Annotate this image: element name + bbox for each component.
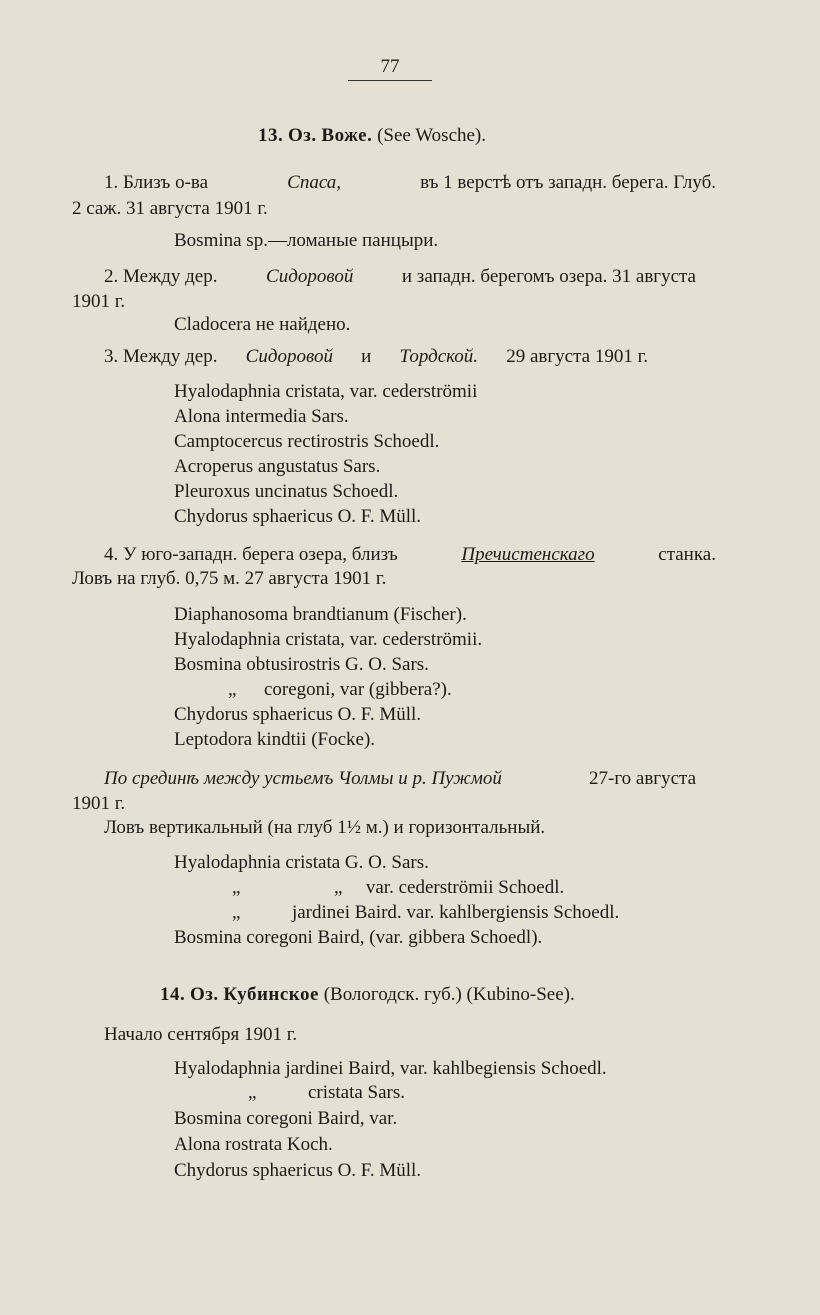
station-1-place: Спаса, [287, 172, 342, 193]
station-5-line-3: Ловъ вертикальный (на глуб 1½ м.) и горизонтальный. [104, 817, 546, 838]
section-14-lake-name: Кубинское [223, 984, 319, 1005]
section-14-heading [160, 983, 575, 1007]
station-3-species-4: Acroperus angustatus Sars. [174, 456, 381, 477]
station-2-line-1 [104, 265, 696, 289]
station-2-intro: 2. Между дер. [104, 266, 218, 287]
station-3-place-2: Тордской. [399, 346, 479, 367]
station-1-line-1 [104, 171, 716, 195]
station-3-intro: 3. Между дер. [104, 346, 218, 367]
station-3-species-2: Alona intermedia Sars. [174, 406, 349, 427]
station-5-place: По срединѣ между устьемъ Чолмы и р. Пужмой [104, 768, 502, 789]
station-4-suffix: станка. [658, 544, 716, 565]
section-14-region: (Вологодск. губ.) (Kubino-See). [323, 984, 575, 1005]
station-3-date: 29 августа 1901 г. [506, 346, 648, 367]
station-3-and: и [361, 346, 372, 367]
station-5-species-4: Bosmina coregoni Baird, (var. gibbera Schoedl). [174, 927, 543, 948]
station-4-species-2: Hyalodaphnia cristata, var. cederströmii. [174, 629, 483, 650]
station-5-species-3 [232, 901, 619, 925]
ditto-mark: „ [232, 902, 241, 923]
section-13-german-name: (See Wosche). [377, 125, 487, 146]
station-4-species-4 [228, 678, 452, 702]
ditto-mark: „ [248, 1082, 257, 1103]
section-14-species-4: Alona rostrata Koch. [174, 1134, 333, 1155]
station-3-species-3: Camptocercus rectirostris Schoedl. [174, 431, 440, 452]
ditto-mark: „ [232, 877, 241, 898]
station-2-species-1: Cladocera не найдено. [174, 314, 351, 335]
station-1-species-1: Bosmina sp.—ломаные панцыри. [174, 230, 439, 251]
section-13-oz: Оз. [288, 125, 317, 146]
section-13-lake-name: Воже. [321, 125, 373, 146]
page-number: 77 [348, 56, 432, 81]
station-3-species-6: Chydorus sphaericus O. F. Müll. [174, 506, 422, 527]
species-text: jardinei Baird. var. kahlbergiensis Schoedl. [291, 902, 620, 923]
station-5-species-1: Hyalodaphnia cristata G. O. Sars. [174, 852, 429, 873]
species-text: coregoni, var (gibbera?). [263, 679, 452, 700]
station-3-place-1: Сидоровой [245, 346, 333, 367]
station-1-intro: 1. Близъ о-ва [104, 172, 209, 193]
station-2-line-2: 1901 г. [72, 291, 126, 312]
section-14-date: Начало сентября 1901 г. [104, 1024, 298, 1045]
station-3-species-5: Pleuroxus uncinatus Schoedl. [174, 481, 399, 502]
station-4-line-1 [104, 543, 716, 567]
station-4-species-6: Leptodora kindtii (Focke). [174, 729, 376, 750]
station-2-place: Сидоровой [266, 266, 354, 287]
station-2-description: и западн. берегомъ озера. 31 августа [401, 266, 696, 287]
station-5-date: 27-го августа [589, 768, 696, 789]
station-3-line-1 [104, 345, 648, 369]
station-1-line-2: 2 саж. 31 августа 1901 г. [72, 198, 268, 219]
ditto-mark: „ [228, 679, 237, 700]
station-1-description: въ 1 верстѣ отъ западн. берега. Глуб. [420, 172, 716, 193]
station-5-species-2 [232, 876, 564, 900]
station-5-line-2: 1901 г. [72, 793, 126, 814]
station-4-place: Пречистенскаго [461, 544, 595, 565]
section-14-oz: Оз. [190, 984, 219, 1005]
species-text: var. cederströmii Schoedl. [365, 877, 565, 898]
station-4-species-3: Bosmina obtusirostris G. O. Sars. [174, 654, 429, 675]
section-14-species-5: Chydorus sphaericus O. F. Müll. [174, 1160, 422, 1181]
ditto-mark: „ [333, 877, 343, 898]
section-14-number: 14. [160, 984, 186, 1005]
species-text: cristata Sars. [307, 1082, 406, 1103]
section-14-species-1: Hyalodaphnia jardinei Baird, var. kahlbegiensis Schoedl. [174, 1058, 607, 1079]
station-4-species-5: Chydorus sphaericus O. F. Müll. [174, 704, 422, 725]
station-3-species-1: Hyalodaphnia cristata, var. cederströmii [174, 381, 478, 402]
section-13-heading [258, 124, 486, 148]
station-5-line-1 [104, 767, 696, 791]
section-13-number: 13. [258, 125, 284, 146]
station-4-species-1: Diaphanosoma brandtianum (Fischer). [174, 604, 467, 625]
section-14-species-3: Bosmina coregoni Baird, var. [174, 1108, 398, 1129]
station-4-line-2: Ловъ на глуб. 0,75 м. 27 августа 1901 г. [72, 568, 387, 589]
section-14-species-2 [248, 1081, 405, 1105]
station-4-intro: 4. У юго-западн. берега озера, близъ [104, 544, 398, 565]
